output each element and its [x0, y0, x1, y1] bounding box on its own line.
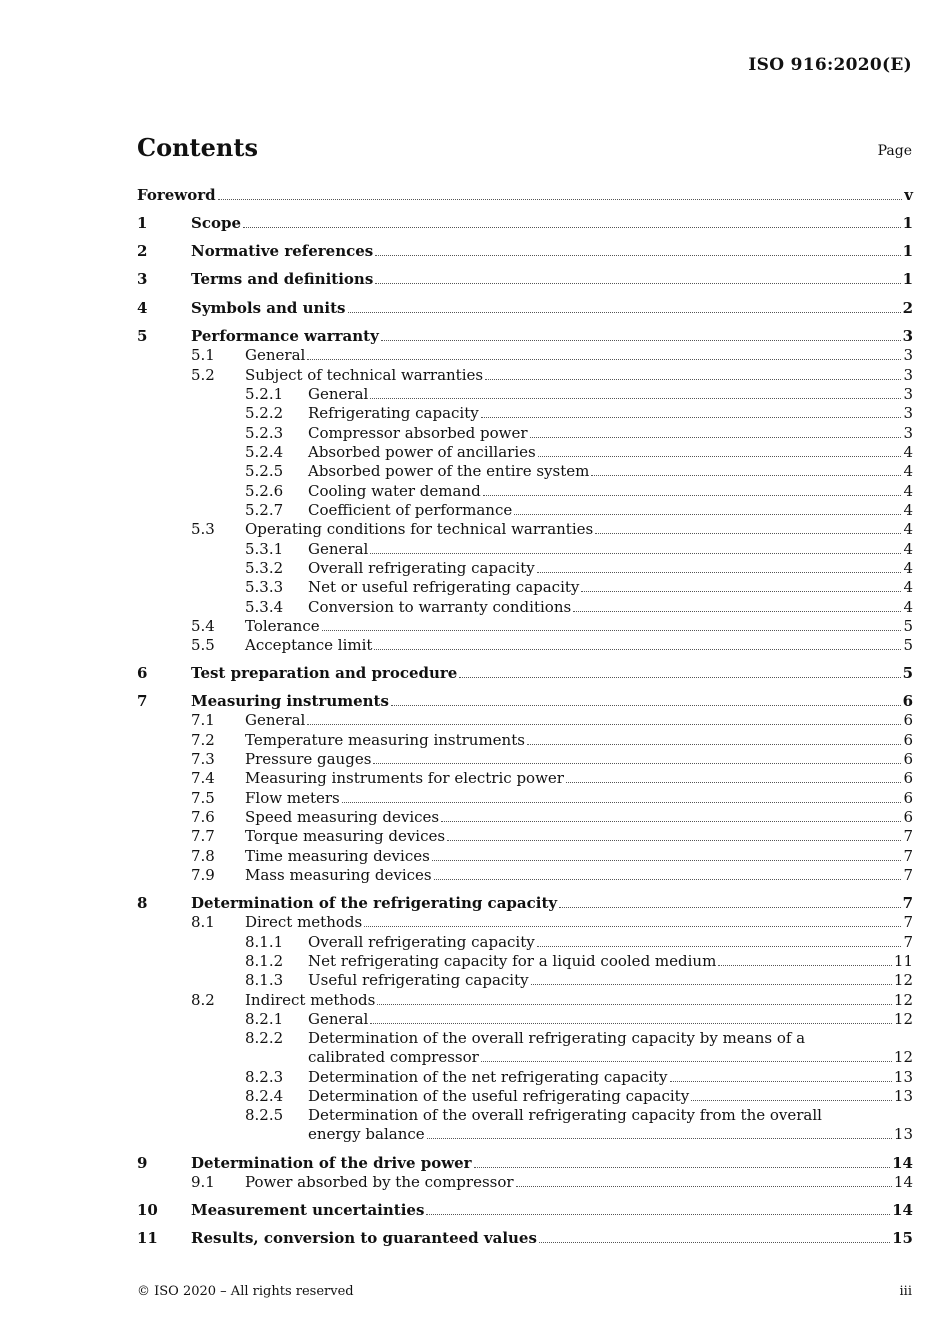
toc-entry-title: Mass measuring devices	[245, 866, 432, 884]
dot-leader	[474, 1167, 891, 1168]
toc-entry-subsubsection[interactable]	[137, 501, 913, 520]
toc-entry-title: Determination of the overall refrigerating capacity by means of a	[308, 1029, 806, 1047]
dot-leader	[441, 821, 901, 822]
toc-entry-subsection[interactable]	[137, 731, 913, 750]
toc-entry-title: Symbols and units	[191, 299, 346, 317]
toc-entry-title: Performance warranty	[191, 327, 379, 345]
toc-entry-title: Acceptance limit	[245, 636, 373, 654]
toc-entry-subsection[interactable]	[137, 847, 913, 866]
dot-leader	[377, 1004, 892, 1005]
toc-entry-page: 3	[903, 385, 913, 403]
dot-leader	[375, 283, 900, 284]
toc-entry-number: 5.3.4	[245, 598, 284, 616]
toc-entry-page: 4	[903, 462, 913, 480]
toc-entry-page: 13	[893, 1068, 913, 1086]
toc-entry-number: 7.8	[191, 847, 215, 865]
contents-title: Contents	[137, 133, 258, 162]
toc-entry-title: Results, conversion to guaranteed values	[191, 1229, 537, 1247]
dot-leader	[370, 1023, 892, 1024]
toc-entry-subsection[interactable]	[137, 827, 913, 846]
toc-entry-number: 5.2	[191, 366, 215, 384]
toc-entry-title: Foreword	[137, 186, 216, 204]
toc-entry-title: Net refrigerating capacity for a liquid cooled medium	[308, 952, 717, 970]
dot-leader	[370, 553, 901, 554]
toc-entry-subsubsection[interactable]	[137, 1106, 913, 1144]
toc-entry-page: 3	[903, 424, 913, 442]
toc-entry-subsection[interactable]	[137, 520, 913, 539]
toc-entry-title: Determination of the net refrigerating capacity	[308, 1068, 668, 1086]
toc-entry-subsection[interactable]	[137, 617, 913, 636]
toc-entry-subsection[interactable]	[137, 750, 913, 769]
dot-leader	[348, 312, 901, 313]
toc-entry-number: 4	[137, 299, 148, 317]
toc-entry-title: Useful refrigerating capacity	[308, 971, 529, 989]
toc-entry-number: 11	[137, 1229, 158, 1247]
toc-entry-subsection[interactable]	[137, 636, 913, 655]
dot-leader	[459, 677, 900, 678]
copyright-notice: © ISO 2020 – All rights reserved	[137, 1284, 354, 1299]
toc-entry-number: 9.1	[191, 1173, 215, 1191]
toc-entry-title: Power absorbed by the compressor	[245, 1173, 514, 1191]
toc-entry-page: 5	[903, 636, 913, 654]
document-id: ISO 916:2020(E)	[748, 55, 912, 75]
toc-entry-number: 5.3.3	[245, 578, 284, 596]
toc-entry-page: 4	[903, 443, 913, 461]
toc-entry-number: 8.1.1	[245, 933, 284, 951]
dot-leader	[307, 724, 901, 725]
toc-entry-page: 6	[903, 789, 913, 807]
toc-entry-title: Coefficient of performance	[308, 501, 513, 519]
toc-entry-title: Conversion to warranty conditions	[308, 598, 572, 616]
dot-leader	[373, 763, 901, 764]
dot-leader	[370, 398, 901, 399]
toc-entry-number: 5.3.2	[245, 559, 284, 577]
toc-entry-title: Speed measuring devices	[245, 808, 440, 826]
dot-leader	[243, 227, 901, 228]
toc-entry-page: 4	[903, 559, 913, 577]
toc-entry-subsection[interactable]	[137, 346, 913, 365]
toc-entry-title-continued: calibrated compressor	[308, 1048, 479, 1066]
dot-leader	[447, 840, 901, 841]
toc-entry-title: Time measuring devices	[245, 847, 430, 865]
toc-entry-page: 5	[902, 664, 913, 682]
dot-leader	[539, 1242, 890, 1243]
toc-entry-title: Cooling water demand	[308, 482, 481, 500]
toc-entry-title: Direct methods	[245, 913, 363, 931]
dot-leader	[537, 946, 902, 947]
toc-entry-title: Normative references	[191, 242, 374, 260]
toc-entry-page: 2	[902, 299, 913, 317]
dot-leader	[531, 984, 892, 985]
toc-entry-subsection[interactable]	[137, 913, 913, 932]
toc-entry-number: 8.2.5	[245, 1106, 284, 1124]
toc-entry-number: 5	[137, 327, 148, 345]
toc-entry-number: 8.2.3	[245, 1068, 284, 1086]
toc-entry-subsection[interactable]	[137, 1173, 913, 1192]
toc-entry-section[interactable]	[137, 270, 913, 289]
toc-entry-section[interactable]	[137, 327, 913, 346]
dot-leader	[481, 417, 902, 418]
dot-leader	[481, 1061, 892, 1062]
toc-entry-title: Overall refrigerating capacity	[308, 933, 535, 951]
toc-entry-number: 5.4	[191, 617, 215, 635]
toc-entry-number: 5.5	[191, 636, 215, 654]
dot-leader	[426, 1214, 890, 1215]
toc-entry-title: Overall refrigerating capacity	[308, 559, 535, 577]
toc-entry-subsubsection[interactable]	[137, 971, 913, 990]
toc-entry-page: 7	[903, 866, 913, 884]
toc-entry-title: Temperature measuring instruments	[245, 731, 525, 749]
toc-entry-number: 7.4	[191, 769, 215, 787]
toc-entry-subsubsection[interactable]	[137, 1029, 913, 1067]
toc-entry-title: Determination of the overall refrigerating capacity from the overall	[308, 1106, 822, 1124]
toc-entry-page: 4	[903, 578, 913, 596]
toc-entry-number: 8.2.2	[245, 1029, 284, 1047]
toc-entry-page: 6	[903, 731, 913, 749]
toc-entry-title: Test preparation and procedure	[191, 664, 458, 682]
toc-entry-subsection[interactable]	[137, 366, 913, 385]
toc-entry-subsubsection[interactable]	[137, 443, 913, 462]
toc-entry-number: 5.2.2	[245, 404, 284, 422]
toc-entry-number: 5.2.4	[245, 443, 284, 461]
toc-entry-title: Measuring instruments	[191, 692, 389, 710]
toc-entry-page: 3	[903, 404, 913, 422]
toc-entry-number: 5.2.3	[245, 424, 284, 442]
toc-entry-page: 12	[893, 1010, 913, 1028]
toc-entry-title-continued: energy balance	[308, 1125, 425, 1143]
dot-leader	[307, 359, 901, 360]
toc-entry-number: 5.2.1	[245, 385, 284, 403]
toc-entry-number: 7.7	[191, 827, 215, 845]
dot-leader	[381, 340, 901, 341]
toc-entry-number: 5.3	[191, 520, 215, 538]
toc-entry-number: 8.1.3	[245, 971, 284, 989]
dot-leader	[538, 456, 902, 457]
dot-leader	[364, 926, 901, 927]
toc-entry-title: Absorbed power of the entire system	[308, 462, 590, 480]
dot-leader	[527, 744, 902, 745]
toc-entry-section[interactable]	[137, 1154, 913, 1173]
dot-leader	[591, 475, 901, 476]
toc-entry-title: General	[308, 385, 369, 403]
toc-entry-number: 7.5	[191, 789, 215, 807]
toc-entry-subsubsection[interactable]	[137, 559, 913, 578]
toc-entry-page: 6	[903, 808, 913, 826]
toc-entry-subsubsection[interactable]	[137, 952, 913, 971]
toc-entry-page: 13	[893, 1125, 913, 1143]
toc-entry-title: Operating conditions for technical warranties	[245, 520, 594, 538]
dot-leader	[375, 255, 900, 256]
toc-entry-page: 7	[903, 827, 913, 845]
toc-entry-number: 8.1.2	[245, 952, 284, 970]
toc-entry-page: 7	[903, 847, 913, 865]
toc-entry-subsubsection[interactable]	[137, 1068, 913, 1087]
toc-entry-page: 3	[902, 327, 913, 345]
toc-entry-page: 4	[903, 598, 913, 616]
toc-entry-page: 3	[903, 366, 913, 384]
toc-entry-number: 5.1	[191, 346, 215, 364]
toc-entry-section[interactable]	[137, 664, 913, 683]
dot-leader	[432, 860, 902, 861]
toc-entry-section[interactable]	[137, 692, 913, 711]
toc-entry-subsubsection[interactable]	[137, 1010, 913, 1029]
toc-entry-title: Compressor absorbed power	[308, 424, 528, 442]
toc-entry-title: Measurement uncertainties	[191, 1201, 425, 1219]
dot-leader	[718, 965, 892, 966]
toc-entry-title: General	[308, 540, 369, 558]
toc-entry-number: 6	[137, 664, 148, 682]
toc-entry-title: General	[308, 1010, 369, 1028]
toc-entry-section[interactable]	[137, 1201, 913, 1220]
toc-entry-section[interactable]	[137, 894, 913, 913]
toc-entry-page: 3	[903, 346, 913, 364]
toc-entry-subsection[interactable]	[137, 769, 913, 788]
toc-entry-title: Subject of technical warranties	[245, 366, 484, 384]
toc-entry-title: Scope	[191, 214, 242, 232]
table-of-contents	[137, 0, 913, 1343]
toc-entry-page: 7	[902, 894, 913, 912]
toc-entry-subsection[interactable]	[137, 991, 913, 1010]
toc-entry-section[interactable]	[137, 1229, 913, 1248]
toc-entry-title: Terms and definitions	[191, 270, 374, 288]
toc-entry-title: Measuring instruments for electric power	[245, 769, 564, 787]
toc-entry-number: 2	[137, 242, 148, 260]
toc-entry-subsubsection[interactable]	[137, 1087, 913, 1106]
toc-entry-number: 8.1	[191, 913, 215, 931]
toc-entry-page: 12	[893, 971, 913, 989]
toc-entry-number: 7.3	[191, 750, 215, 768]
dot-leader	[485, 379, 901, 380]
toc-entry-subsubsection[interactable]	[137, 578, 913, 597]
toc-entry-number: 7.9	[191, 866, 215, 884]
dot-leader	[537, 572, 902, 573]
toc-entry-page: 12	[893, 991, 913, 1009]
toc-entry-number: 7.1	[191, 711, 215, 729]
toc-entry-number: 5.2.6	[245, 482, 284, 500]
toc-entry-title: Indirect methods	[245, 991, 376, 1009]
toc-entry-page: 14	[893, 1173, 913, 1191]
toc-entry-title: Flow meters	[245, 789, 340, 807]
toc-entry-page: 14	[892, 1201, 913, 1219]
dot-leader	[581, 591, 901, 592]
toc-entry-title: Net or useful refrigerating capacity	[308, 578, 580, 596]
toc-entry-subsubsection[interactable]	[137, 482, 913, 501]
dot-leader	[427, 1138, 892, 1139]
toc-entry-page: 1	[902, 242, 913, 260]
toc-entry-subsubsection[interactable]	[137, 424, 913, 443]
toc-entry-section[interactable]	[137, 242, 913, 261]
toc-entry-title: Absorbed power of ancillaries	[308, 443, 536, 461]
dot-leader	[530, 437, 902, 438]
toc-entry-page: 7	[903, 913, 913, 931]
toc-entry-number: 3	[137, 270, 148, 288]
dot-leader	[691, 1100, 892, 1101]
toc-entry-page: 6	[902, 692, 913, 710]
dot-leader	[342, 802, 902, 803]
toc-entry-page: 6	[903, 750, 913, 768]
toc-entry-page: 4	[903, 482, 913, 500]
toc-entry-page: 12	[893, 1048, 913, 1066]
toc-entry-subsubsection[interactable]	[137, 404, 913, 423]
toc-entry-title: General	[245, 711, 306, 729]
dot-leader	[434, 879, 902, 880]
dot-leader	[595, 533, 901, 534]
toc-entry-subsubsection[interactable]	[137, 462, 913, 481]
toc-entry-title: Torque measuring devices	[245, 827, 446, 845]
toc-entry-page: 4	[903, 501, 913, 519]
toc-entry-title: Refrigerating capacity	[308, 404, 479, 422]
toc-entry-page: 11	[893, 952, 913, 970]
dot-leader	[516, 1186, 892, 1187]
toc-entry-number: 7.6	[191, 808, 215, 826]
toc-entry-title: Determination of the drive power	[191, 1154, 472, 1172]
dot-leader	[566, 782, 901, 783]
toc-entry-number: 5.2.7	[245, 501, 284, 519]
toc-entry-page: 4	[903, 540, 913, 558]
toc-entry-title: Determination of the useful refrigerating capacity	[308, 1087, 690, 1105]
toc-entry-page: 14	[892, 1154, 913, 1172]
toc-entry-page: 5	[903, 617, 913, 635]
toc-entry-number: 7	[137, 692, 148, 710]
dot-leader	[391, 705, 901, 706]
page-column-label: Page	[877, 143, 912, 159]
toc-entry-page: 4	[903, 520, 913, 538]
dot-leader	[670, 1081, 892, 1082]
toc-entry-number: 9	[137, 1154, 148, 1172]
toc-entry-title: General	[245, 346, 306, 364]
toc-entry-subsection[interactable]	[137, 789, 913, 808]
toc-entry-subsubsection[interactable]	[137, 540, 913, 559]
toc-entry-section[interactable]	[137, 214, 913, 233]
toc-entry-number: 7.2	[191, 731, 215, 749]
toc-entry-subsubsection[interactable]	[137, 933, 913, 952]
footer-page-number: iii	[899, 1284, 912, 1299]
dot-leader	[559, 907, 900, 908]
toc-entry-number: 5.3.1	[245, 540, 284, 558]
toc-entry-page: 13	[893, 1087, 913, 1105]
toc-entry-subsection[interactable]	[137, 711, 913, 730]
toc-entry-number: 5.2.5	[245, 462, 284, 480]
toc-entry-number: 10	[137, 1201, 158, 1219]
toc-entry-page: 1	[902, 270, 913, 288]
toc-entry-number: 8	[137, 894, 148, 912]
toc-entry-subsubsection[interactable]	[137, 385, 913, 404]
toc-entry-subsection[interactable]	[137, 808, 913, 827]
toc-entry-page: 1	[902, 214, 913, 232]
dot-leader	[374, 649, 901, 650]
toc-entry-number: 8.2.1	[245, 1010, 284, 1028]
dot-leader	[218, 199, 903, 200]
toc-entry-page: 15	[892, 1229, 913, 1247]
toc-entry-subsection[interactable]	[137, 866, 913, 885]
toc-entry-title: Tolerance	[245, 617, 320, 635]
dot-leader	[573, 611, 901, 612]
dot-leader	[514, 514, 901, 515]
toc-entry-title: Determination of the refrigerating capacity	[191, 894, 558, 912]
toc-entry-number: 8.2	[191, 991, 215, 1009]
toc-entry-section[interactable]	[137, 299, 913, 318]
toc-entry-title: Pressure gauges	[245, 750, 372, 768]
dot-leader	[322, 630, 902, 631]
toc-entry-subsubsection[interactable]	[137, 598, 913, 617]
toc-entry-page: 7	[903, 933, 913, 951]
toc-entry-number: 8.2.4	[245, 1087, 284, 1105]
dot-leader	[483, 495, 902, 496]
toc-entry-page: 6	[903, 711, 913, 729]
toc-entry-page: 6	[903, 769, 913, 787]
toc-entry-page: v	[904, 186, 913, 204]
toc-entry-number: 1	[137, 214, 148, 232]
toc-entry-section[interactable]	[137, 186, 913, 205]
